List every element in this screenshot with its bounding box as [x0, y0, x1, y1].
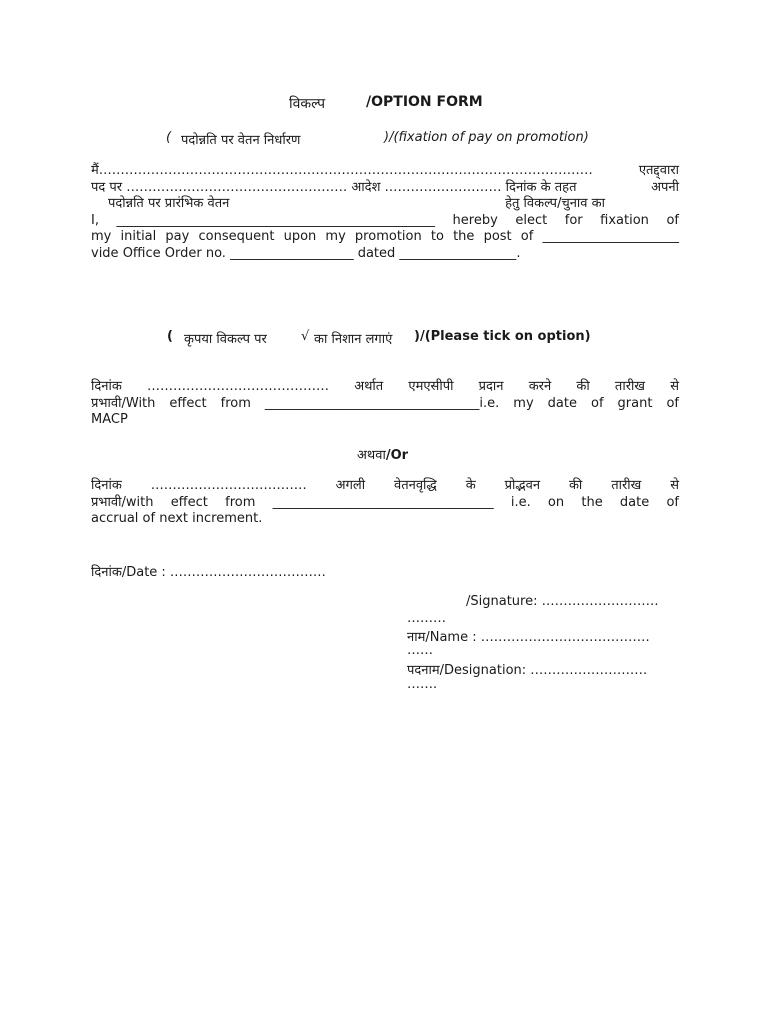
- declaration-line-2-left: पद पर …………………………………………… आदेश ……………………… दिनांक के तहत: [91, 179, 577, 195]
- or-english: /Or: [385, 448, 409, 463]
- tick-hindi: कृपया विकल्प पर: [184, 332, 267, 347]
- declaration-line-2-right: अपनी: [651, 179, 679, 195]
- option-b-line-1: दिनांक ……………………………… अगली वेतनवृद्धि के प्रोद्भवन की तारीख से: [91, 478, 679, 493]
- subtitle-hindi: पदोन्नति पर वेतन निर्धारण: [181, 133, 301, 148]
- option-a-paragraph[interactable]: [91, 379, 679, 429]
- option-a-line-2: प्रभावी/With effect from _________________________________i.e. my date of grant of: [91, 395, 679, 411]
- declaration-paragraph: [91, 163, 679, 262]
- date-field[interactable]: दिनांक/Date : ………………………………: [91, 565, 326, 580]
- title-hindi: विकल्प: [289, 96, 326, 112]
- subtitle-open: (: [166, 130, 172, 145]
- option-b-line-3: accrual of next increment.: [91, 511, 263, 526]
- option-a-line-3: MACP: [91, 412, 128, 427]
- tick-open: (: [167, 329, 173, 344]
- option-b-line-2: प्रभावी/with effect from __________________________________ i.e. on the date of: [91, 494, 679, 510]
- declaration-line-1: मैं…………………………………………………………………………………………………… एतद्द्वारा: [91, 163, 679, 178]
- tick-mark-icon: √: [301, 329, 310, 344]
- option-b-paragraph[interactable]: [91, 478, 679, 528]
- declaration-line-6: vide Office Order no. ___________________ dated __________________.: [91, 245, 521, 261]
- signature-field[interactable]: /Signature: ………………………: [466, 594, 659, 609]
- declaration-line-3: [91, 196, 679, 213]
- subtitle-english: )/(fixation of pay on promotion): [384, 130, 589, 145]
- tick-hindi-2: का निशान लगाएं: [314, 332, 393, 347]
- or-separator: [357, 445, 408, 463]
- page-title: [289, 94, 325, 113]
- declaration-line-3-right: हेतु विकल्प/चुनाव का: [505, 196, 605, 211]
- declaration-line-4: I, _________________________________________________ hereby elect for fixation of: [91, 212, 679, 228]
- declaration-line-3-left: पदोन्नति पर प्रारंभिक वेतन: [108, 196, 230, 211]
- signature-field-cont: ………: [407, 611, 446, 626]
- tick-english: )/(Please tick on option): [414, 329, 591, 344]
- designation-field[interactable]: पदनाम/Designation: ………………………: [407, 663, 648, 678]
- designation-field-cont: …….: [407, 677, 438, 692]
- or-hindi: अथवा: [357, 448, 386, 463]
- title-english: /OPTION FORM: [366, 94, 483, 110]
- name-field-cont: ……: [407, 643, 433, 658]
- name-field[interactable]: नाम/Name : …………………………………: [407, 630, 650, 645]
- declaration-line-2: [91, 180, 679, 197]
- option-a-line-1: दिनांक …………………………………… अर्थात एमएसीपी प्रदान करने की तारीख से: [91, 379, 679, 394]
- declaration-line-5: my initial pay consequent upon my promotion to the post of _____________________: [91, 229, 679, 244]
